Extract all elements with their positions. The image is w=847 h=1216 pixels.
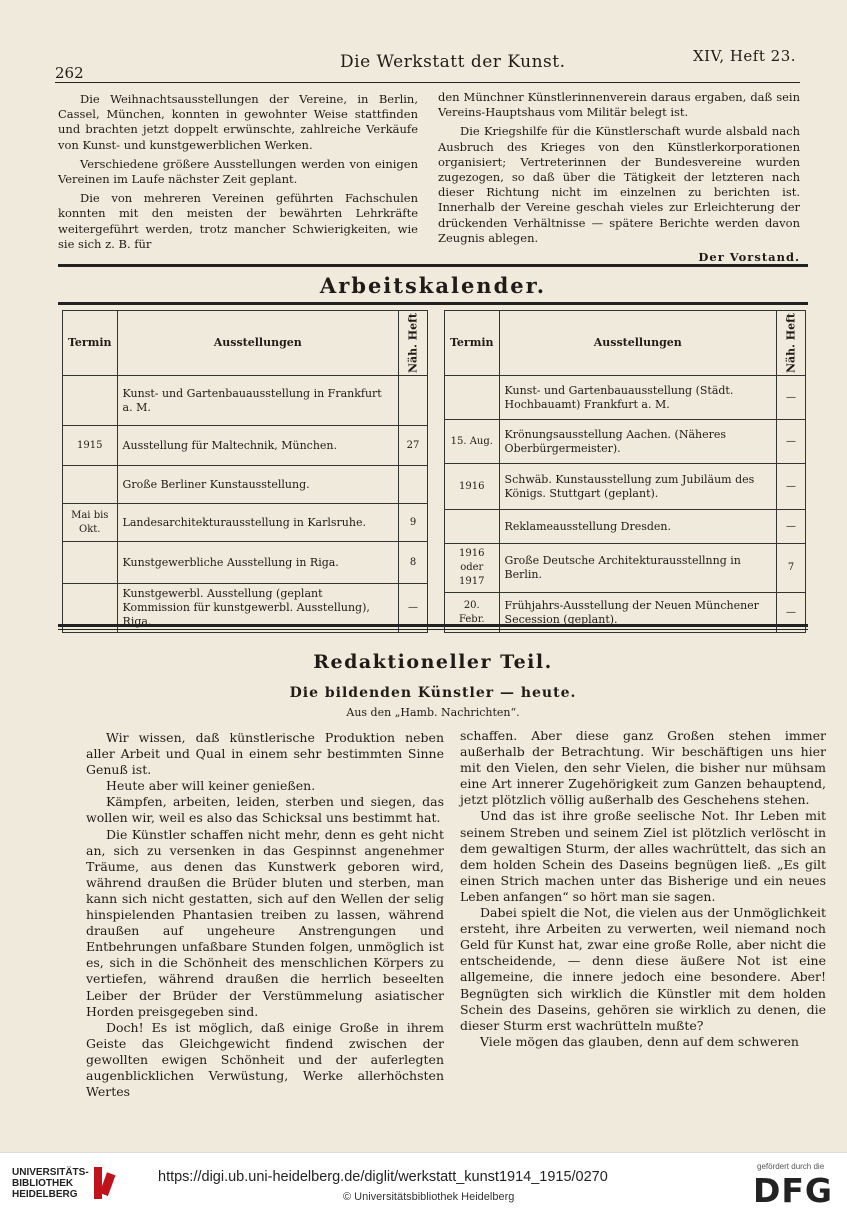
section-rule bbox=[58, 302, 808, 305]
paragraph: Und das ist ihre große seelische Not. Ihr Leben mit seinem Streben und seinem Ziel ist plötzlich verlöscht in dem gewaltigen Sturm, der alles wachrüttelt, das sich an dem holden Schein des Daseins begnügen ließ. „Es gilt einen Strich machen unter das Bisherige und ein neues Leben anfangen“ so hört man sie sagen. bbox=[460, 808, 826, 904]
heft-cell bbox=[399, 376, 428, 426]
termin-cell bbox=[63, 466, 118, 504]
exhibition-cell: Große Deutsche Architekturausstellnng in Berlin. bbox=[499, 544, 776, 593]
heft-cell: — bbox=[777, 510, 806, 544]
exhibition-cell: Kunstgewerbl. Ausstellung (geplant Kommission für kunstgewerbl. Ausstellung), Riga. bbox=[117, 584, 398, 633]
calendar-title: Arbeitskalender. bbox=[319, 273, 547, 298]
article-left-column bbox=[86, 730, 444, 1100]
exhibition-cell: Kunstgewerbliche Ausstellung in Riga. bbox=[117, 542, 398, 584]
exhibition-cell: Große Berliner Kunstausstellung. bbox=[117, 466, 398, 504]
paragraph: Wir wissen, daß künstlerische Produktion neben aller Arbeit und Qual in einem sehr bestimmten Sinne Genuß ist. bbox=[86, 730, 444, 778]
dfg-logo[interactable]: DFG bbox=[753, 1171, 834, 1210]
termin-cell bbox=[63, 376, 118, 426]
heft-cell: 27 bbox=[399, 426, 428, 466]
termin-cell: 1915 bbox=[63, 426, 118, 466]
intro-right-column bbox=[438, 90, 800, 265]
signature: Der Vorstand. bbox=[698, 250, 800, 265]
issue-label: XIV, Heft 23. bbox=[693, 47, 797, 65]
heft-cell: — bbox=[777, 593, 806, 633]
section-rule bbox=[58, 629, 808, 630]
termin-cell: Mai bis Okt. bbox=[63, 504, 118, 542]
permalink-url[interactable]: https://digi.ub.uni-heidelberg.de/diglit/werkstatt_kunst1914_1915/0270 bbox=[158, 1169, 608, 1185]
calendar-table-left bbox=[62, 310, 428, 633]
funding-label: gefördert durch die bbox=[757, 1162, 825, 1171]
termin-cell: 15. Aug. bbox=[445, 420, 500, 464]
termin-cell bbox=[445, 376, 500, 420]
header-rule bbox=[55, 82, 800, 83]
running-title: Die Werkstatt der Kunst. bbox=[340, 52, 566, 72]
exhibition-cell: Krönungsausstellung Aachen. (Näheres Oberbürgermeister). bbox=[499, 420, 776, 464]
heft-cell bbox=[399, 466, 428, 504]
article-source: Aus den „Hamb. Nachrichten“. bbox=[346, 706, 520, 719]
heft-cell: 8 bbox=[399, 542, 428, 584]
heft-cell: — bbox=[399, 584, 428, 633]
heft-cell: 9 bbox=[399, 504, 428, 542]
article-right-column bbox=[460, 728, 826, 1050]
paragraph: Kämpfen, arbeiten, leiden, sterben und siegen, das wollen wir, weil es also das Schicksal uns bestimmt hat. bbox=[86, 794, 444, 826]
logo-line: BIBLIOTHEK bbox=[12, 1178, 74, 1189]
paragraph: Viele mögen das glauben, denn auf dem schweren bbox=[480, 1033, 799, 1049]
paragraph: Heute aber will keiner genießen. bbox=[106, 778, 316, 794]
col-header-termin: Termin bbox=[63, 311, 118, 376]
col-header-termin: Termin bbox=[445, 311, 500, 376]
heft-cell: 7 bbox=[777, 544, 806, 593]
termin-cell: 20. Febr. bbox=[445, 593, 500, 633]
heft-cell: — bbox=[777, 420, 806, 464]
col-header-ausstellungen: Ausstellungen bbox=[499, 311, 776, 376]
heft-cell: — bbox=[777, 376, 806, 420]
termin-cell bbox=[445, 510, 500, 544]
exhibition-cell: Landesarchitekturausstellung in Karlsruhe. bbox=[117, 504, 398, 542]
col-header-heft: Näh. Heft bbox=[399, 311, 428, 376]
paragraph: Die Kriegshilfe für die Künstlerschaft wurde alsbald nach Ausbruch des Krieges von den Künstlerkorporationen organisiert; Vertreterinnen der Bundesvereine wurden zugezogen, so daß über die Tätigkeit der letzteren nach dieser Richtung nicht im einzelnen zu berichten ist. Innerhalb der Vereine geschah vieles zur Erleichterung der drückenden Verhältnisse — spätere Berichte werden davon Zeugnis ablegen. bbox=[438, 124, 800, 245]
section-rule bbox=[58, 624, 808, 627]
calendar-table-right bbox=[444, 310, 806, 633]
section-rule bbox=[58, 264, 808, 267]
termin-cell bbox=[63, 542, 118, 584]
exhibition-cell: Kunst- und Gartenbauausstellung (Städt. Hochbauamt) Frankfurt a. M. bbox=[499, 376, 776, 420]
paragraph: Die Weihnachtsausstellungen der Vereine, in Berlin, Cassel, München, konnten in gewohnter Weise stattfinden und brachten jetzt doppelt erwünschte, zahlreiche Verkäufe von Kunst- und kunstgewerblichen Werken. bbox=[58, 92, 418, 152]
col-header-ausstellungen: Ausstellungen bbox=[117, 311, 398, 376]
paragraph: Die Künstler schaffen nicht mehr, denn es geht nicht an, sich zu versenken in das Gespinnst angenehmer Träume, aus denen das Kunstwerk geboren wird, während draußen die Brüder bluten und sterben, man kann sich nicht gestatten, sich auf den Wellen der selig hinspielenden Phantasien treiben zu lassen, während draußen auf ungeheure Anstrengungen und Entbehrungen unfaßbare Stunden folgen, unmöglich ist es, sich in die Schönheit des menschlichen Körpers zu vertiefen, während draußen die herrlich beseelten Leiber der Brüder der Verstümmelung asiatischer Horden preisgegeben sind. bbox=[86, 826, 444, 1019]
exhibition-cell: Kunst- und Gartenbauausstellung in Frankfurt a. M. bbox=[117, 376, 398, 426]
logo-line: HEIDELBERG bbox=[12, 1189, 78, 1200]
paragraph: schaffen. Aber diese ganz Großen stehen immer außerhalb der Betrachtung. Wir beschäftigen uns hier mit den Vielen, den sehr Vielen, die bisher nur mühsam eine Art innerer Zugehörigkeit zum Ganzen behauptend, jetzt plötzlich völlig außerhalb des Geschehens stehen. bbox=[460, 728, 826, 808]
termin-cell: 1916 bbox=[445, 464, 500, 510]
heft-cell: — bbox=[777, 464, 806, 510]
exhibition-cell: Schwäb. Kunstausstellung zum Jubiläum des Königs. Stuttgart (geplant). bbox=[499, 464, 776, 510]
viewer-footer bbox=[0, 1152, 847, 1216]
library-logo-text bbox=[12, 1167, 89, 1200]
redaktion-title: Redaktioneller Teil. bbox=[313, 651, 553, 673]
intro-left-column bbox=[58, 92, 418, 256]
page-number: 262 bbox=[55, 64, 84, 82]
article-title: Die bildenden Künstler — heute. bbox=[289, 685, 577, 701]
paragraph: den Münchner Künstlerinnenverein daraus ergaben, daß sein Vereins-Hauptshaus vom Militär belegt ist. bbox=[438, 90, 800, 120]
paragraph: Doch! Es ist möglich, daß einige Große in ihrem Geiste das Gleichgewicht findend zwischen der gewollten ewigen Schönheit und der auferlegten augenblicklichen Verwüstung, Werke allerhöchsten Wertes bbox=[86, 1019, 444, 1100]
paragraph: Verschiedene größere Ausstellungen werden von einigen Vereinen im Laufe nächster Zeit geplant. bbox=[58, 156, 418, 187]
exhibition-cell: Frühjahrs-Ausstellung der Neuen Münchener Secession (geplant). bbox=[499, 593, 776, 633]
exhibition-cell: Reklameausstellung Dresden. bbox=[499, 510, 776, 544]
exhibition-cell: Ausstellung für Maltechnik, München. bbox=[117, 426, 398, 466]
col-header-heft: Näh. Heft bbox=[777, 311, 806, 376]
copyright-text: © Universitätsbibliothek Heidelberg bbox=[343, 1191, 515, 1203]
paragraph: Die von mehreren Vereinen geführten Fachschulen konnten mit den meisten der bewährten Lehrkräfte weitergeführt werden, trotz mancher Schwierigkeiten, wie sie sich z. B. für bbox=[58, 191, 418, 251]
paragraph: Dabei spielt die Not, die vielen aus der Unmöglichkeit ersteht, ihre Arbeiten zu verwerten, weil niemand noch Geld für Kunst hat, zwar eine große Rolle, aber nicht die entscheidende, — denn diese äußere Not ist eine allgemeine, die innere jedoch eine besondere. Aber! Begnügten sich wirklich die Künstler mit dem holden Schein des Daseins, gehören sie wirklich zu denen, die dieser Sturm erst wachrütteln mußte? bbox=[460, 905, 826, 1033]
termin-cell: 1916 oder 1917 bbox=[445, 544, 500, 593]
library-logo-icon bbox=[90, 1165, 116, 1201]
logo-line: UNIVERSITÄTS- bbox=[12, 1167, 89, 1178]
